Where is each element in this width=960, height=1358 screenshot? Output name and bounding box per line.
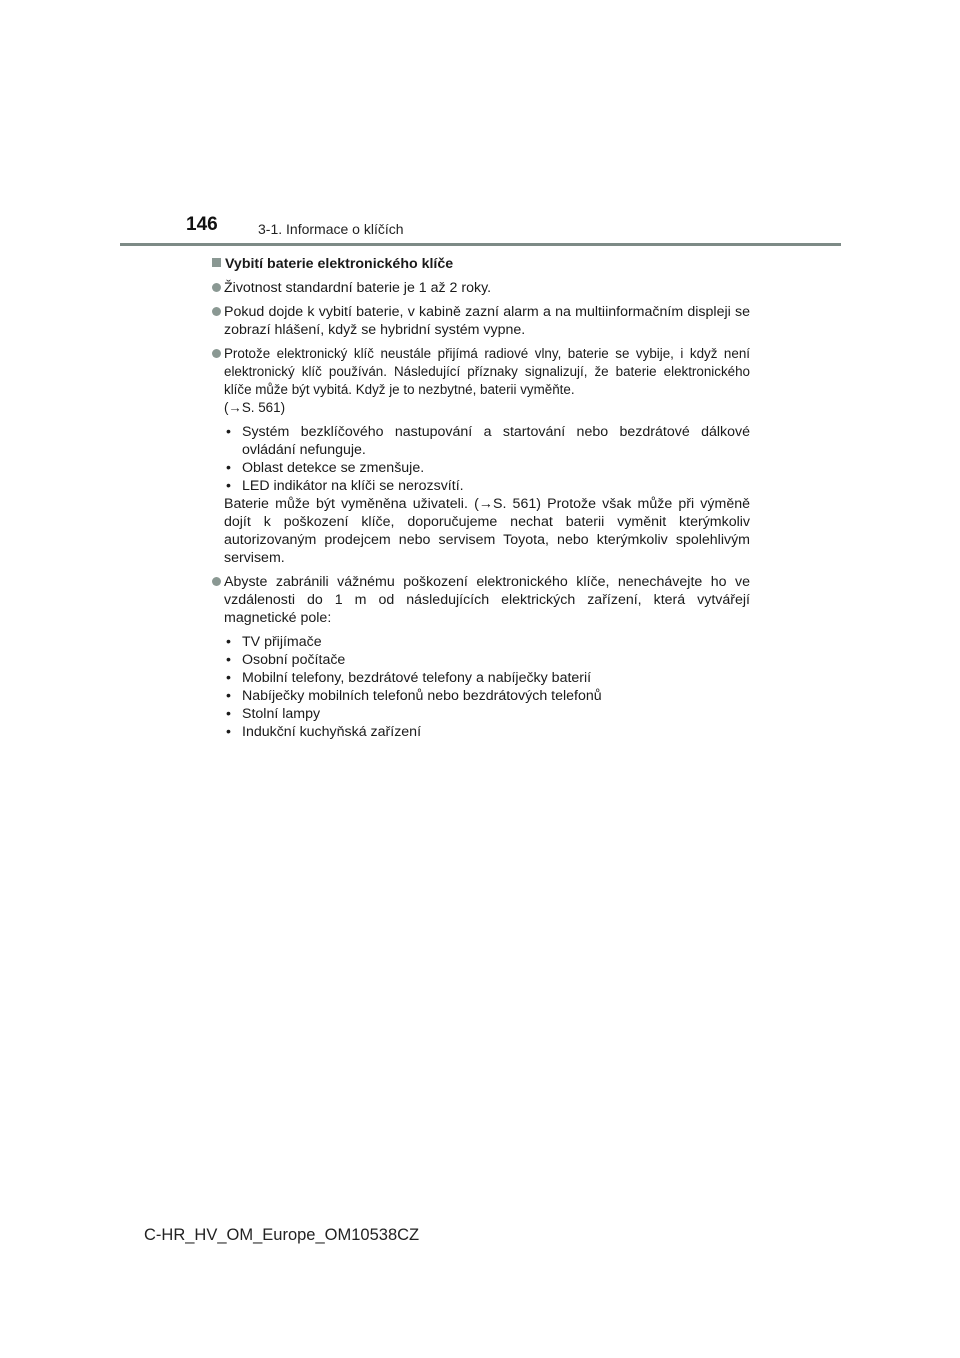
sub-item: [224, 669, 750, 687]
dot-marker-icon: •: [226, 460, 231, 476]
page-number: 146: [186, 214, 218, 235]
sub-item: [224, 705, 750, 723]
list-item: [212, 303, 750, 339]
dot-marker-icon: •: [226, 688, 231, 704]
bullet-text: [224, 345, 750, 417]
sub-item-text: TV přijímače: [242, 634, 322, 650]
section-title: 3-1. Informace o klíčích: [258, 221, 404, 237]
dot-marker-icon: •: [226, 724, 231, 740]
bullet-block: [224, 345, 750, 567]
circle-bullet-icon: [212, 307, 221, 316]
page-reference: (→S. 561): [224, 400, 286, 415]
bullet-text: Pokud dojde k vybití baterie, v kabině zazní alarm a na multiinformačním displeji se zobrazí hlášení, když se hybridní systém vypne.: [224, 304, 750, 338]
sub-item-text: Systém bezklíčového nastupování a startování nebo bezdrátové dálkové ovládání nefunguje.: [242, 424, 750, 458]
dot-marker-icon: •: [226, 706, 231, 722]
sub-item: [224, 477, 750, 495]
list-item: [212, 573, 750, 741]
sub-item: [224, 723, 750, 741]
dot-marker-icon: •: [226, 424, 231, 440]
sub-item-text: LED indikátor na klíči se nerozsvítí.: [242, 478, 464, 494]
sub-item-text: Oblast detekce se zmenšuje.: [242, 460, 425, 476]
sub-list: [224, 423, 750, 495]
content: [212, 255, 750, 747]
bullet-text: Abyste zabránili vážnému poškození elektronického klíče, nenechávejte ho ve vzdálenosti do 1 m od následujících elektrických zařízení, která vytvářejí magnetické pole:: [224, 574, 750, 626]
square-bullet-icon: [212, 258, 221, 267]
sub-item: [224, 459, 750, 477]
footer-document-code: C-HR_HV_OM_Europe_OM10538CZ: [144, 1226, 420, 1244]
bullet-block: [224, 573, 750, 741]
sub-item: [224, 633, 750, 651]
list-item: [212, 279, 750, 297]
sub-item-text: Indukční kuchyňská zařízení: [242, 724, 422, 740]
bullet-note: Baterie může být vyměněna uživateli. (→S. 561) Protože však může při výměně dojít k poškození klíče, doporučujeme nechat baterii vyměnit kterýmkoliv autorizovaným prodejcem nebo servisem Toyota, nebo kterýmkoliv spolehlivým servisem.: [224, 496, 750, 566]
dot-marker-icon: •: [226, 652, 231, 668]
list-item: [212, 345, 750, 567]
sub-item: [224, 687, 750, 705]
sub-item: [224, 651, 750, 669]
circle-bullet-icon: [212, 349, 221, 358]
sub-item-text: Stolní lampy: [242, 706, 321, 722]
dot-marker-icon: •: [226, 478, 231, 494]
circle-bullet-icon: [212, 283, 221, 292]
circle-bullet-icon: [212, 577, 221, 586]
sub-item: [224, 423, 750, 459]
dot-marker-icon: •: [226, 634, 231, 650]
bullet-text: Životnost standardní baterie je 1 až 2 roky.: [224, 280, 492, 296]
sub-item-text: Nabíječky mobilních telefonů nebo bezdrátových telefonů: [242, 688, 602, 704]
sub-list: [224, 633, 750, 741]
bullet-text-main: Protože elektronický klíč neustále přijímá radiové vlny, baterie se vybije, i když není elektronický klíč používán. Následující příznaky signalizují, že baterie elektronického klíče může být vybitá. Když je to nezbytné, baterii vyměňte.: [224, 346, 750, 397]
header-rule: [120, 243, 841, 246]
dot-marker-icon: •: [226, 670, 231, 686]
section-heading: [212, 255, 750, 273]
heading-text: Vybití baterie elektronického klíče: [225, 256, 454, 272]
sub-item-text: Mobilní telefony, bezdrátové telefony a nabíječky baterií: [242, 670, 592, 686]
sub-item-text: Osobní počítače: [242, 652, 346, 668]
